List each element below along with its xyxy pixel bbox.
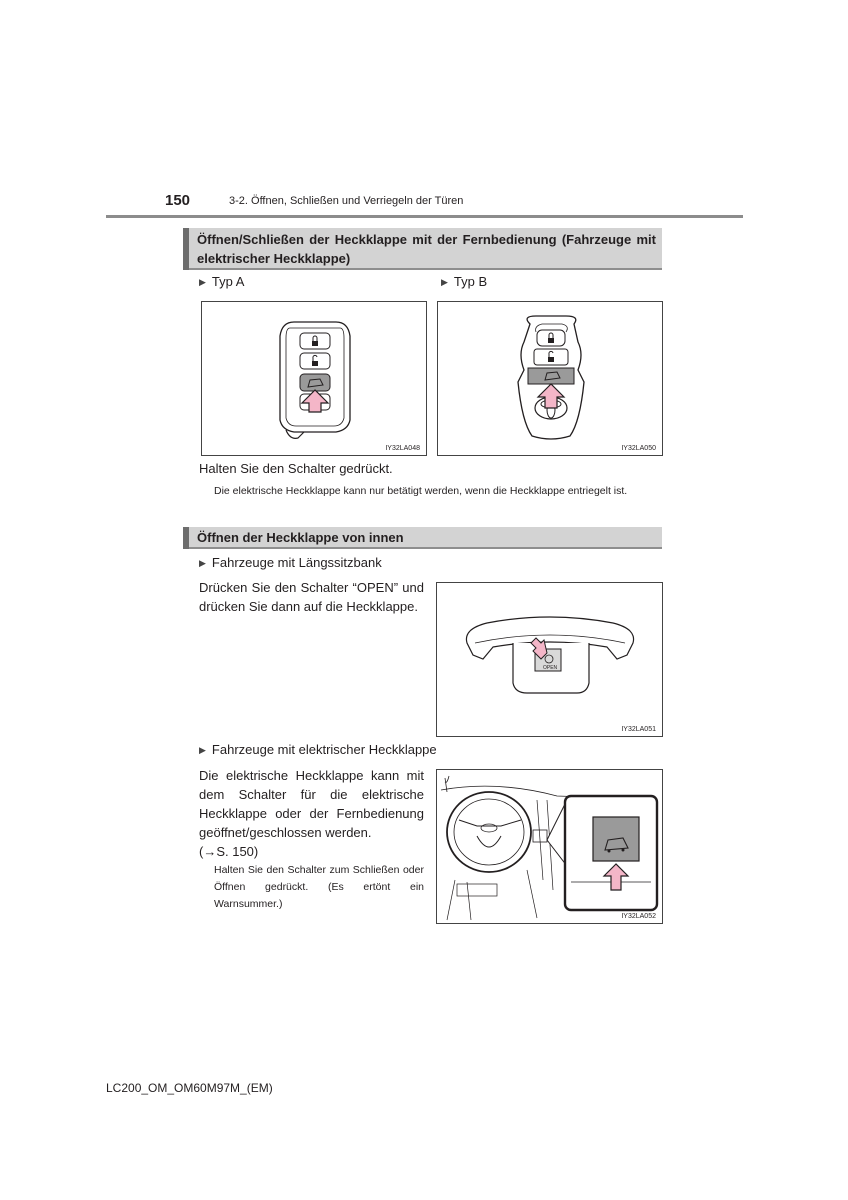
bullet-type-a <box>199 274 244 289</box>
figure-open-switch <box>436 582 663 737</box>
bullet-type-b <box>441 274 487 289</box>
figure-code-b: IY32LA050 <box>621 445 656 452</box>
instruction-hold-switch: Halten Sie den Schalter gedrückt. <box>199 461 393 476</box>
footer-doc-code: LC200_OM_OM60M97M_(EM) <box>106 1081 273 1095</box>
page-reference: (→S. 150) <box>199 844 259 859</box>
note-tailgate-unlocked: Die elektrische Heckklappe kann nur betätigt werden, wenn die Heckklappe entriegelt ist. <box>214 485 628 497</box>
figure-key-type-b <box>437 301 663 456</box>
figure-code-open: IY32LA051 <box>621 726 656 733</box>
bullet-bench-seat <box>199 555 382 570</box>
key-fob-a-illustration <box>202 302 428 457</box>
header-rule <box>106 215 743 218</box>
bullet-triangle-icon: ▶ <box>199 277 206 287</box>
bench-seat-label: Fahrzeuge mit Längssitzbank <box>211 555 382 570</box>
bullet-power-tailgate <box>199 742 437 757</box>
text-press-open: Drücken Sie den Schalter “OPEN” und drücken Sie dann auf die Heckklappe. <box>199 580 424 614</box>
bullet-triangle-icon: ▶ <box>441 277 448 287</box>
text-power-tailgate: Die elektrische Heckklappe kann mit dem Schalter für die elektrische Heckklappe oder der Fernbedienung geöffnet/geschlossen werden. <box>199 768 424 840</box>
dashboard-illustration <box>437 770 664 925</box>
open-switch-label: OPEN <box>543 665 558 671</box>
power-tailgate-label: Fahrzeuge mit elektrischer Heckklappe <box>211 742 437 757</box>
section-heading-inside-text: Öffnen der Heckklappe von innen <box>197 530 404 545</box>
page-number: 150 <box>165 192 191 209</box>
running-title: 3-2. Öffnen, Schließen und Verriegeln der Türen <box>229 195 464 207</box>
key-fob-b-illustration <box>438 302 664 457</box>
section-heading-remote <box>183 228 662 270</box>
bullet-triangle-icon: ▶ <box>199 745 206 755</box>
figure-code-a: IY32LA048 <box>385 445 420 452</box>
note-warning-buzzer: Halten Sie den Schalter zum Schließen oder Öffnen gedrückt. (Es ertönt ein Warnsummer.) <box>214 864 424 910</box>
open-switch-illustration <box>437 583 664 738</box>
figure-code-dashboard: IY32LA052 <box>621 913 656 920</box>
bullet-triangle-icon: ▶ <box>199 558 206 568</box>
figure-key-type-a <box>201 301 427 456</box>
figure-dashboard-switch <box>436 769 663 924</box>
type-a-label: Typ A <box>211 274 245 289</box>
section-heading-remote-text: Öffnen/Schließen der Heckklappe mit der Fernbedienung (Fahrzeuge mit elektrischer Heckklappe) <box>197 232 656 266</box>
type-b-label: Typ B <box>453 274 488 289</box>
section-heading-inside <box>183 527 662 549</box>
